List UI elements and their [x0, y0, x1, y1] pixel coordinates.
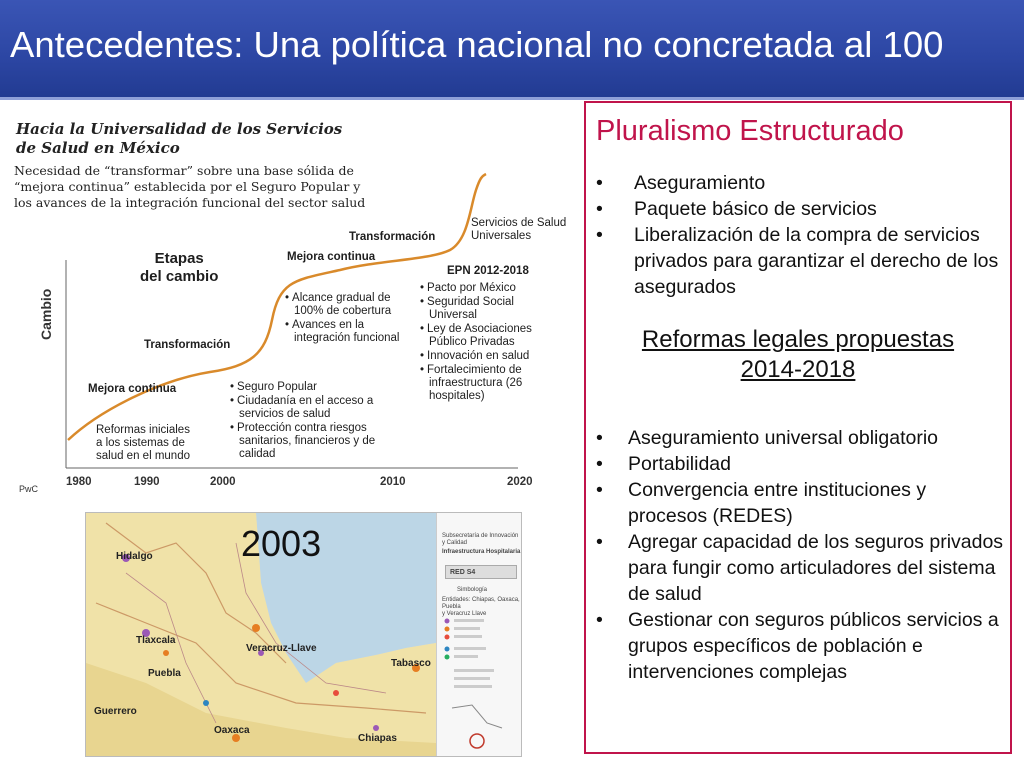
- map-city-label: Tabasco: [391, 658, 431, 669]
- figure-subtitle: Necesidad de “transformar” sobre una base sólida de “mejora continua” establecida por el Seguro Popular y los avances de la integración funcional del sector salud: [14, 163, 366, 210]
- map-city-label: Chiapas: [358, 733, 397, 744]
- stage-transformacion-2: Transformación: [349, 231, 436, 243]
- pluralismo-item: • Liberalización de la compra de servicios privados para garantizar el derecho de los asegurados: [634, 222, 1004, 300]
- pluralismo-box: [584, 101, 1012, 754]
- reformas-item: • Agregar capacidad de los seguros privados para fungir como articuladores del sistema de salud: [628, 529, 1004, 607]
- x-tick: 2000: [210, 476, 236, 488]
- title-divider: [0, 97, 1024, 100]
- epn-title: EPN 2012-2018: [447, 265, 529, 277]
- reformas-item: • Aseguramiento universal obligatorio: [628, 425, 1004, 451]
- stage-transformacion-1: Transformación: [144, 339, 231, 351]
- universality-figure: [10, 110, 580, 505]
- slide-title: Antecedentes: Una política nacional no concretada al 100: [10, 24, 944, 65]
- pluralismo-item: • Aseguramiento: [634, 170, 1004, 196]
- epn-list-item: • Ley de Asociaciones Público Privadas: [420, 323, 555, 349]
- legend-title: Infraestructura Hospitalaria: [442, 549, 521, 555]
- legend-symbols: [442, 613, 517, 753]
- epn-list: [420, 282, 555, 404]
- slide-title-bar: [0, 0, 1024, 97]
- map-city-label: Oaxaca: [214, 725, 250, 736]
- reformas-item: • Portabilidad: [628, 451, 1004, 477]
- reformas-item: • Convergencia entre instituciones y procesos (REDES): [628, 477, 1004, 529]
- stage-mejora-1: Mejora continua: [88, 383, 177, 395]
- stage-servicios-universales: Servicios de Salud Universales: [471, 217, 567, 242]
- x-tick: 1990: [134, 476, 160, 488]
- legend-states: Entidades: Chiapas, Oaxaca, Puebla y Veracruz Llave: [442, 597, 520, 617]
- epn-list-item: • Seguridad Social Universal: [420, 296, 555, 322]
- map-legend-panel: [436, 513, 522, 756]
- list-2000: [230, 381, 400, 462]
- list-2000-item: • Protección contra riesgos sanitarios, financieros y de calidad: [230, 422, 400, 461]
- list-2010-item: • Alcance gradual de 100% de cobertura: [285, 292, 415, 318]
- reformas-list: [628, 425, 1004, 685]
- legend-simbologia: Simbología: [457, 587, 488, 593]
- map-city-label: Veracruz-Llave: [246, 643, 317, 654]
- map-city-label: Hidalgo: [116, 551, 153, 562]
- reformas-item: • Gestionar con seguros públicos servicios a grupos específicos de población e intervenciones complejas: [628, 607, 1004, 685]
- pluralismo-list: [634, 170, 1004, 300]
- epn-list-item: • Fortalecimiento de infraestructura (26 hospitales): [420, 364, 555, 403]
- map-city-label: Tlaxcala: [136, 635, 176, 646]
- legend-red-label: RED S4: [450, 569, 476, 576]
- reformas-heading-line1: Reformas legales propuestas: [641, 326, 955, 353]
- etapas-label: Etapas del cambio: [140, 250, 219, 285]
- list-2010: [285, 292, 415, 346]
- pluralismo-heading: Pluralismo Estructurado: [596, 115, 904, 147]
- figure-title: Hacia la Universalidad de los Servicios de Salud en México: [16, 120, 343, 157]
- legend-header: Subsecretaría de Innovación y Calidad: [442, 533, 519, 546]
- epn-list-item: • Innovación en salud: [420, 350, 555, 363]
- x-tick: 2010: [380, 476, 406, 488]
- pluralismo-item: • Paquete básico de servicios: [634, 196, 1004, 222]
- hospital-network-map: [85, 512, 522, 757]
- stage-reformas-iniciales: Reformas iniciales a los sistemas de salud en el mundo: [96, 424, 190, 462]
- map-year: 2003: [241, 523, 322, 564]
- stage-mejora-2: Mejora continua: [287, 251, 376, 263]
- y-axis-label: Cambio: [38, 288, 54, 340]
- x-tick: 2020: [507, 476, 533, 488]
- figure-source: PwC: [19, 484, 39, 494]
- map-city-label: Puebla: [148, 668, 181, 679]
- legend-red-box: [445, 565, 517, 579]
- list-2000-item: • Seguro Popular: [230, 381, 400, 394]
- list-2000-item: • Ciudadanía en el acceso a servicios de salud: [230, 395, 400, 421]
- map-city-label: Guerrero: [94, 706, 137, 717]
- epn-list-item: • Pacto por México: [420, 282, 555, 295]
- reformas-heading-line2: 2014-2018: [740, 356, 856, 383]
- x-tick: 1980: [66, 476, 92, 488]
- reformas-heading: [586, 325, 1010, 385]
- list-2010-item: • Avances en la integración funcional: [285, 319, 415, 345]
